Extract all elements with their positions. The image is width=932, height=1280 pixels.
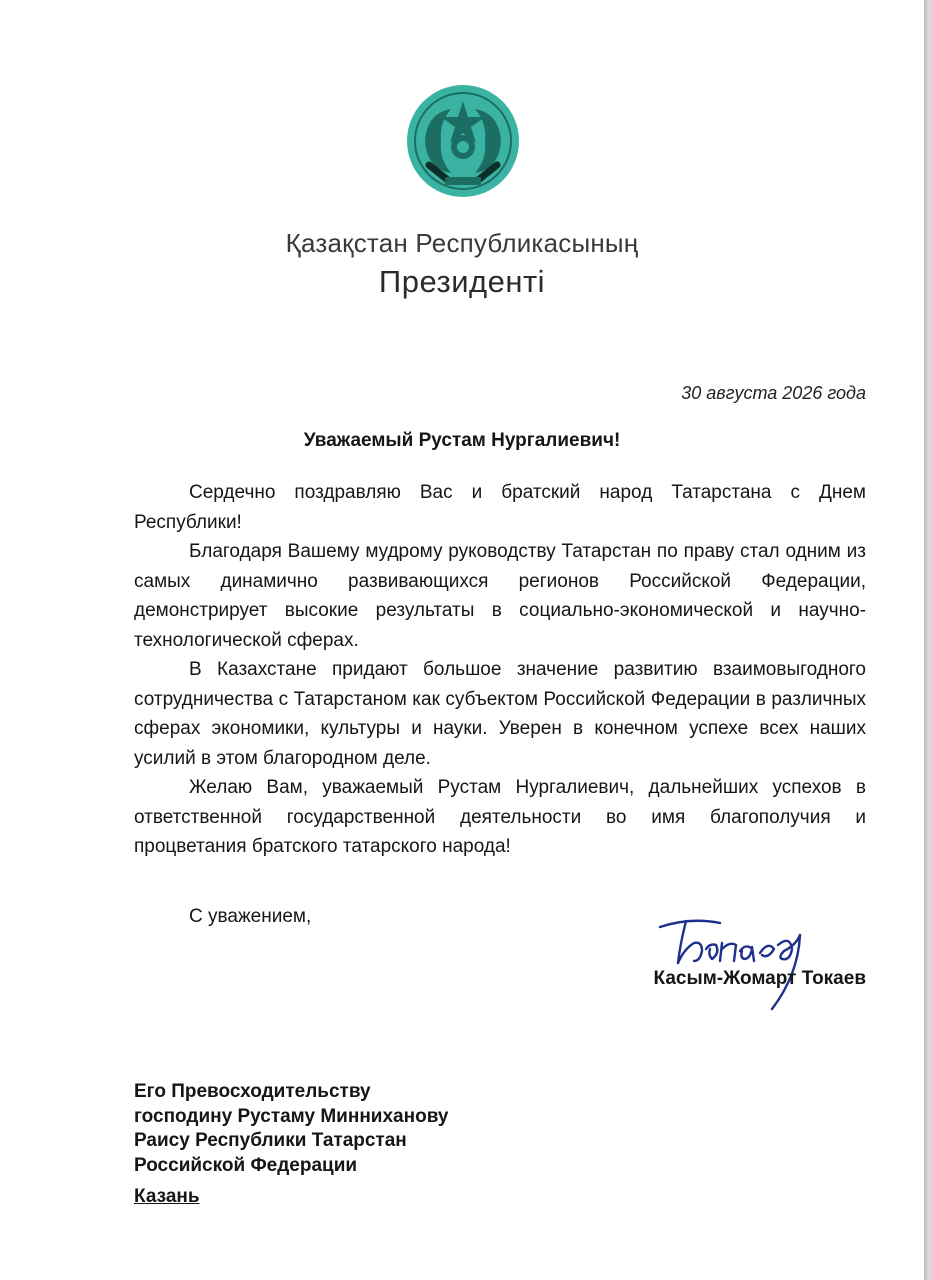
paragraph-2: Благодаря Вашему мудрому руководству Татарстан по праву стал одним из самых динамично развивающихся регионов Российской Федерации, демонстрирует высокие результаты в социально-экономической и научно-технологической сферах.	[134, 541, 866, 651]
handwritten-signature	[650, 905, 820, 1015]
letter-date: 30 августа 2026 года	[681, 383, 866, 403]
closing: С уважением,	[189, 906, 312, 927]
paragraph-4: Желаю Вам, уважаемый Рустам Нургалиевич, дальнейших успехов в ответственной государственной деятельности во имя благополучия и процветания братского татарского народа!	[134, 777, 866, 857]
addressee-block	[134, 1080, 448, 1178]
addressee-line-3: Раису Республики Татарстан	[134, 1130, 407, 1151]
salutation: Уважаемый Рустам Нургалиевич!	[303, 430, 621, 451]
letter-body	[134, 478, 866, 862]
signer-name: Касым-Жомарт Токаев	[653, 968, 866, 989]
addressee-line-2: господину Рустаму Минниханову	[134, 1105, 449, 1127]
kazakhstan-emblem-icon	[405, 83, 521, 199]
addressee-city: Казань	[134, 1186, 200, 1207]
addressee-line-4: Российской Федерации	[134, 1154, 358, 1176]
paragraph-1: Сердечно поздравляю Вас и братский народ Татарстана с Днем Республики!	[134, 482, 866, 533]
letterhead-line-2: Президенті	[378, 264, 546, 299]
addressee-line-1: Его Превосходительству	[134, 1081, 371, 1102]
paragraph-3: В Казахстане придают большое значение развитию взаимовыгодного сотрудничества с Татарстаном как субъектом Российской Федерации в различных сферах экономики, культуры и науки. Уверен в конечном успехе всех наших усилий в этом благородном деле.	[134, 659, 866, 769]
letterhead-line-1: Қазақстан Республикасының	[285, 228, 639, 258]
